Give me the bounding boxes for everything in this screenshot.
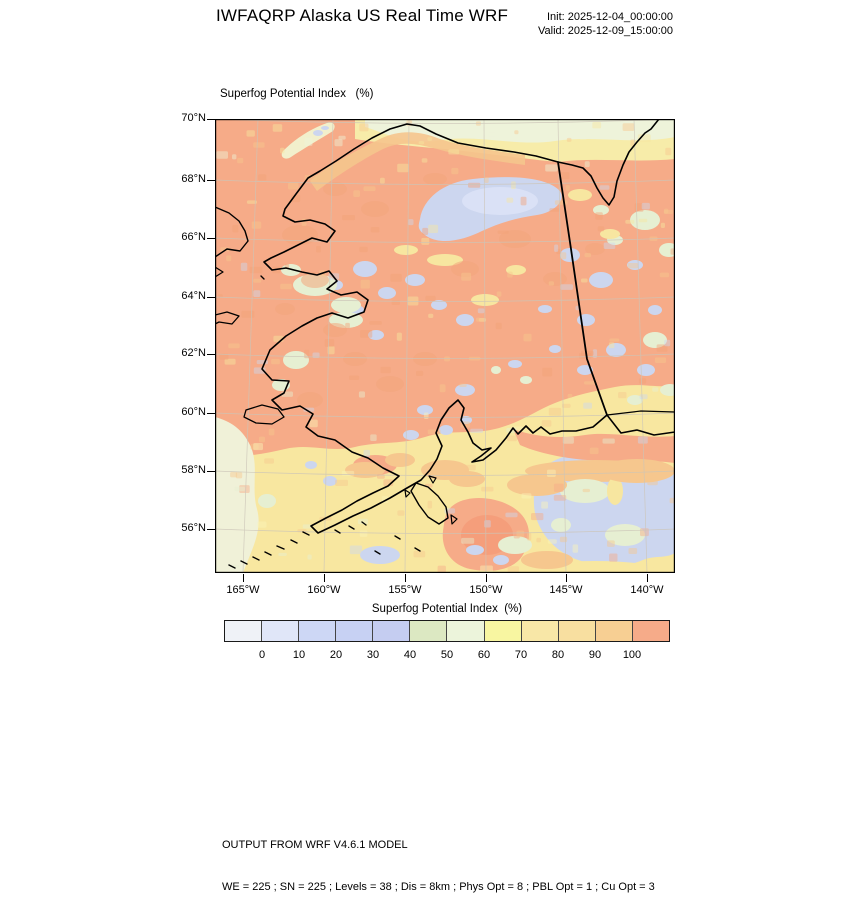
lat-tick-label: 62°N bbox=[181, 347, 206, 359]
contour-spot bbox=[405, 274, 425, 286]
texture-speck bbox=[228, 343, 239, 348]
contour-spot bbox=[305, 461, 317, 469]
texture-speck bbox=[451, 168, 458, 174]
colorbar-swatch bbox=[298, 621, 335, 641]
texture-speck bbox=[567, 138, 572, 142]
texture-speck bbox=[598, 226, 605, 231]
contour-spot bbox=[413, 352, 437, 366]
texture-speck bbox=[554, 484, 564, 492]
texture-speck bbox=[428, 501, 433, 509]
texture-speck bbox=[573, 544, 579, 552]
contour-spot bbox=[394, 245, 418, 255]
texture-speck bbox=[353, 190, 360, 197]
contour-spot bbox=[331, 297, 361, 313]
contour-spot bbox=[376, 376, 404, 392]
texture-speck bbox=[427, 137, 432, 141]
colorbar-swatch bbox=[595, 621, 632, 641]
texture-speck bbox=[607, 540, 615, 547]
contour-spot bbox=[282, 225, 318, 245]
lon-tick-mark bbox=[243, 574, 244, 582]
contour-spot bbox=[323, 182, 347, 196]
model-info-footer bbox=[222, 810, 655, 908]
contour-spot bbox=[493, 555, 509, 565]
colorbar-tick-label: 20 bbox=[329, 649, 343, 661]
texture-speck bbox=[257, 522, 266, 528]
texture-speck bbox=[303, 524, 312, 528]
texture-speck bbox=[422, 228, 428, 235]
lat-tick-mark bbox=[207, 413, 215, 414]
texture-speck bbox=[232, 154, 236, 159]
texture-speck bbox=[639, 219, 648, 223]
texture-speck bbox=[585, 161, 590, 167]
texture-speck bbox=[579, 353, 591, 359]
contour-spot bbox=[549, 345, 561, 353]
texture-speck bbox=[549, 208, 559, 212]
contour-spot bbox=[378, 287, 396, 299]
texture-speck bbox=[549, 281, 554, 285]
colorbar-tick-label: 100 bbox=[622, 649, 642, 661]
texture-speck bbox=[428, 430, 441, 435]
contour-spot bbox=[543, 272, 567, 286]
texture-speck bbox=[595, 212, 603, 220]
texture-speck bbox=[371, 227, 380, 233]
contour-spot bbox=[521, 551, 573, 569]
texture-speck bbox=[359, 124, 368, 132]
colorbar-tick-label: 90 bbox=[588, 649, 602, 661]
lat-tick-label: 58°N bbox=[181, 464, 206, 476]
map-plot-area bbox=[215, 119, 675, 573]
texture-speck bbox=[487, 132, 496, 136]
contour-spot bbox=[599, 459, 675, 483]
texture-speck bbox=[563, 437, 574, 444]
texture-speck bbox=[370, 434, 377, 441]
contour-spot bbox=[353, 261, 377, 277]
texture-speck bbox=[264, 458, 274, 463]
texture-speck bbox=[554, 245, 558, 252]
contour-spot bbox=[361, 201, 389, 217]
lon-tick-label: 140°W bbox=[630, 584, 664, 596]
colorbar-swatch bbox=[335, 621, 372, 641]
texture-speck bbox=[350, 546, 362, 555]
texture-speck bbox=[585, 253, 592, 257]
texture-speck bbox=[527, 533, 531, 541]
texture-speck bbox=[408, 297, 419, 306]
texture-speck bbox=[253, 290, 260, 297]
texture-speck bbox=[464, 465, 476, 471]
lat-tick-mark bbox=[207, 297, 215, 298]
texture-speck bbox=[583, 489, 590, 492]
texture-speck bbox=[252, 222, 262, 229]
valid-time-label: Valid: 2025-12-09_15:00:00 bbox=[538, 25, 673, 37]
texture-speck bbox=[232, 225, 238, 233]
texture-speck bbox=[536, 538, 541, 543]
colorbar-tick-label: 0 bbox=[258, 649, 266, 661]
texture-speck bbox=[497, 291, 502, 296]
colorbar-swatch bbox=[558, 621, 595, 641]
texture-speck bbox=[507, 436, 517, 442]
texture-speck bbox=[414, 551, 426, 558]
texture-speck bbox=[397, 510, 404, 515]
texture-speck bbox=[280, 148, 285, 154]
texture-speck bbox=[561, 252, 567, 259]
texture-speck bbox=[484, 520, 491, 527]
texture-speck bbox=[640, 528, 649, 536]
contour-spot bbox=[343, 352, 367, 366]
texture-speck bbox=[652, 387, 658, 391]
texture-speck bbox=[642, 203, 650, 210]
lat-tick-mark bbox=[207, 529, 215, 530]
contour-spot bbox=[648, 305, 662, 315]
texture-speck bbox=[542, 420, 552, 427]
lat-tick-label: 60°N bbox=[181, 406, 206, 418]
lon-tick-label: 150°W bbox=[469, 584, 503, 596]
texture-speck bbox=[592, 122, 601, 128]
texture-speck bbox=[478, 308, 485, 313]
texture-speck bbox=[280, 284, 292, 290]
colorbar-swatch bbox=[446, 621, 483, 641]
lon-tick-mark bbox=[324, 574, 325, 582]
texture-speck bbox=[531, 513, 543, 520]
lon-tick-mark bbox=[566, 574, 567, 582]
texture-speck bbox=[241, 311, 254, 318]
colorbar-tick-label: 10 bbox=[292, 649, 306, 661]
texture-speck bbox=[380, 178, 385, 184]
footer-line2: WE = 225 ; SN = 225 ; Levels = 38 ; Dis = 8km ; Phys Opt = 8 ; PBL Opt = 1 ; Cu Opt = 3 bbox=[222, 881, 655, 893]
run-time-info bbox=[500, 10, 673, 38]
texture-speck bbox=[664, 209, 668, 214]
texture-speck bbox=[547, 470, 556, 477]
texture-speck bbox=[604, 243, 616, 250]
texture-speck bbox=[541, 198, 553, 206]
contour-spot bbox=[466, 545, 484, 555]
texture-speck bbox=[359, 247, 367, 253]
texture-speck bbox=[250, 267, 263, 273]
contour-spot bbox=[551, 518, 571, 532]
texture-speck bbox=[548, 539, 557, 543]
texture-speck bbox=[335, 480, 348, 486]
texture-speck bbox=[560, 172, 569, 179]
texture-speck bbox=[288, 183, 299, 190]
texture-speck bbox=[618, 392, 626, 398]
texture-speck bbox=[359, 391, 365, 397]
contour-spot bbox=[403, 430, 419, 440]
texture-speck bbox=[560, 537, 567, 542]
texture-speck bbox=[425, 296, 435, 301]
texture-speck bbox=[566, 185, 570, 191]
texture-speck bbox=[345, 323, 350, 328]
texture-speck bbox=[392, 300, 400, 305]
colorbar-swatch bbox=[484, 621, 521, 641]
lat-tick-mark bbox=[207, 180, 215, 181]
contour-spot bbox=[449, 471, 485, 487]
texture-speck bbox=[480, 566, 493, 573]
texture-speck bbox=[349, 376, 359, 381]
colorbar-swatch bbox=[632, 621, 669, 641]
contour-spot bbox=[568, 189, 592, 201]
texture-speck bbox=[507, 272, 513, 278]
texture-speck bbox=[639, 378, 646, 383]
texture-speck bbox=[259, 437, 265, 443]
lon-tick-label: 165°W bbox=[226, 584, 260, 596]
texture-speck bbox=[325, 339, 335, 347]
lon-tick-mark bbox=[486, 574, 487, 582]
texture-speck bbox=[258, 174, 266, 180]
texture-speck bbox=[476, 318, 481, 322]
lon-tick-label: 155°W bbox=[388, 584, 422, 596]
texture-speck bbox=[560, 284, 573, 290]
texture-speck bbox=[545, 164, 557, 171]
texture-speck bbox=[316, 246, 321, 253]
texture-speck bbox=[271, 359, 280, 364]
texture-speck bbox=[310, 420, 318, 428]
texture-speck bbox=[461, 227, 469, 235]
texture-speck bbox=[253, 279, 261, 283]
lat-tick-label: 70°N bbox=[181, 112, 206, 124]
colorbar-swatch bbox=[261, 621, 298, 641]
map-subtitle: Superfog Potential Index (%) bbox=[220, 88, 374, 100]
texture-speck bbox=[468, 183, 480, 188]
texture-speck bbox=[485, 177, 489, 183]
colorbar-tick-label: 50 bbox=[440, 649, 454, 661]
texture-speck bbox=[216, 151, 228, 159]
texture-speck bbox=[241, 263, 248, 271]
contour-spot bbox=[538, 305, 552, 313]
lat-tick-mark bbox=[207, 471, 215, 472]
texture-speck bbox=[609, 554, 617, 562]
lat-tick-label: 68°N bbox=[181, 173, 206, 185]
texture-speck bbox=[253, 142, 264, 147]
colorbar-swatch bbox=[409, 621, 446, 641]
contour-spot bbox=[520, 376, 532, 384]
texture-speck bbox=[505, 513, 517, 518]
colorbar-tick-label: 60 bbox=[477, 649, 491, 661]
contour-spot bbox=[258, 494, 276, 508]
colorbar-swatch bbox=[521, 621, 558, 641]
texture-speck bbox=[235, 487, 246, 491]
texture-speck bbox=[273, 124, 283, 132]
colorbar-swatch bbox=[372, 621, 409, 641]
contour-spot bbox=[577, 314, 595, 326]
texture-speck bbox=[226, 255, 231, 261]
texture-speck bbox=[308, 555, 312, 560]
texture-speck bbox=[397, 164, 409, 172]
texture-speck bbox=[381, 367, 391, 373]
texture-speck bbox=[440, 384, 446, 392]
texture-speck bbox=[253, 443, 263, 450]
lat-tick-label: 64°N bbox=[181, 290, 206, 302]
texture-speck bbox=[647, 479, 658, 485]
texture-speck bbox=[590, 448, 599, 455]
contour-spot bbox=[275, 303, 295, 315]
contour-spot bbox=[637, 364, 655, 376]
texture-speck bbox=[236, 472, 242, 478]
texture-speck bbox=[461, 538, 474, 544]
texture-speck bbox=[444, 357, 450, 362]
colorbar-tick-label: 70 bbox=[514, 649, 528, 661]
texture-speck bbox=[600, 185, 610, 190]
texture-speck bbox=[360, 330, 372, 338]
lat-tick-mark bbox=[207, 354, 215, 355]
texture-speck bbox=[521, 197, 527, 206]
init-time-label: Init: 2025-12-04_00:00:00 bbox=[547, 11, 673, 23]
texture-speck bbox=[660, 273, 669, 278]
texture-speck bbox=[541, 502, 548, 509]
colorbar-tick-label: 30 bbox=[366, 649, 380, 661]
colorbar bbox=[225, 621, 669, 641]
superfog-map-canvas bbox=[215, 119, 675, 573]
texture-speck bbox=[664, 340, 670, 347]
texture-speck bbox=[521, 493, 531, 498]
texture-speck bbox=[481, 487, 493, 492]
texture-speck bbox=[335, 139, 343, 146]
texture-speck bbox=[498, 231, 509, 234]
texture-speck bbox=[661, 223, 665, 228]
contour-spot bbox=[423, 173, 447, 185]
texture-speck bbox=[651, 469, 655, 476]
lat-tick-mark bbox=[207, 238, 215, 239]
texture-speck bbox=[549, 408, 561, 416]
texture-speck bbox=[628, 263, 638, 268]
lat-tick-label: 56°N bbox=[181, 522, 206, 534]
lat-tick-label: 66°N bbox=[181, 231, 206, 243]
texture-speck bbox=[237, 158, 243, 163]
texture-speck bbox=[470, 429, 483, 433]
texture-speck bbox=[580, 131, 587, 140]
texture-speck bbox=[665, 148, 671, 156]
colorbar-title: Superfog Potential Index (%) bbox=[371, 603, 523, 615]
lon-tick-label: 145°W bbox=[549, 584, 583, 596]
texture-speck bbox=[655, 357, 666, 363]
texture-speck bbox=[507, 198, 514, 203]
texture-speck bbox=[361, 280, 370, 289]
texture-speck bbox=[364, 186, 376, 191]
contour-spot bbox=[360, 546, 400, 564]
texture-speck bbox=[555, 200, 568, 205]
texture-speck bbox=[424, 413, 429, 420]
texture-speck bbox=[516, 531, 524, 538]
texture-speck bbox=[419, 141, 425, 144]
texture-speck bbox=[369, 321, 382, 325]
texture-speck bbox=[408, 219, 413, 225]
contour-spot bbox=[297, 392, 323, 408]
contour-spot bbox=[456, 314, 474, 326]
texture-speck bbox=[623, 123, 635, 131]
texture-speck bbox=[459, 384, 467, 387]
texture-speck bbox=[629, 548, 638, 554]
texture-speck bbox=[422, 158, 428, 162]
texture-speck bbox=[583, 403, 592, 409]
texture-speck bbox=[448, 149, 459, 154]
texture-speck bbox=[342, 215, 355, 220]
colorbar-swatch bbox=[225, 621, 261, 641]
texture-speck bbox=[397, 333, 402, 341]
texture-speck bbox=[360, 530, 368, 537]
contour-spot bbox=[313, 130, 323, 136]
texture-speck bbox=[524, 334, 532, 342]
contour-spot bbox=[323, 323, 347, 337]
texture-speck bbox=[496, 323, 502, 330]
texture-speck bbox=[640, 394, 648, 399]
contour-spot bbox=[321, 126, 329, 130]
texture-speck bbox=[568, 394, 573, 398]
lat-tick-mark bbox=[207, 119, 215, 120]
texture-speck bbox=[390, 274, 401, 282]
contour-spot bbox=[508, 360, 522, 368]
contour-spot bbox=[491, 366, 501, 374]
texture-speck bbox=[581, 279, 588, 283]
texture-speck bbox=[278, 553, 287, 556]
texture-speck bbox=[338, 136, 345, 140]
lon-tick-mark bbox=[647, 574, 648, 582]
texture-speck bbox=[421, 238, 429, 245]
lon-tick-label: 160°W bbox=[307, 584, 341, 596]
lon-tick-mark bbox=[405, 574, 406, 582]
texture-speck bbox=[428, 225, 438, 233]
texture-speck bbox=[269, 429, 275, 436]
contour-spot bbox=[323, 476, 337, 486]
texture-speck bbox=[416, 371, 423, 376]
texture-speck bbox=[428, 314, 433, 318]
footer-line1: OUTPUT FROM WRF V4.6.1 MODEL bbox=[222, 839, 408, 851]
contour-spot bbox=[439, 425, 453, 435]
texture-speck bbox=[542, 368, 552, 377]
texture-speck bbox=[609, 339, 619, 342]
texture-speck bbox=[625, 220, 634, 224]
contour-spot bbox=[589, 272, 613, 288]
texture-speck bbox=[514, 130, 518, 134]
page-title: IWFAQRP Alaska US Real Time WRF bbox=[216, 6, 509, 25]
contour-spot bbox=[385, 453, 415, 467]
texture-speck bbox=[609, 342, 615, 348]
colorbar-tick-label: 40 bbox=[403, 649, 417, 661]
colorbar-tick-label: 80 bbox=[551, 649, 565, 661]
texture-speck bbox=[461, 273, 471, 281]
texture-speck bbox=[603, 439, 615, 444]
texture-speck bbox=[511, 181, 516, 189]
texture-speck bbox=[247, 130, 255, 136]
texture-speck bbox=[377, 474, 385, 479]
texture-speck bbox=[305, 137, 313, 146]
